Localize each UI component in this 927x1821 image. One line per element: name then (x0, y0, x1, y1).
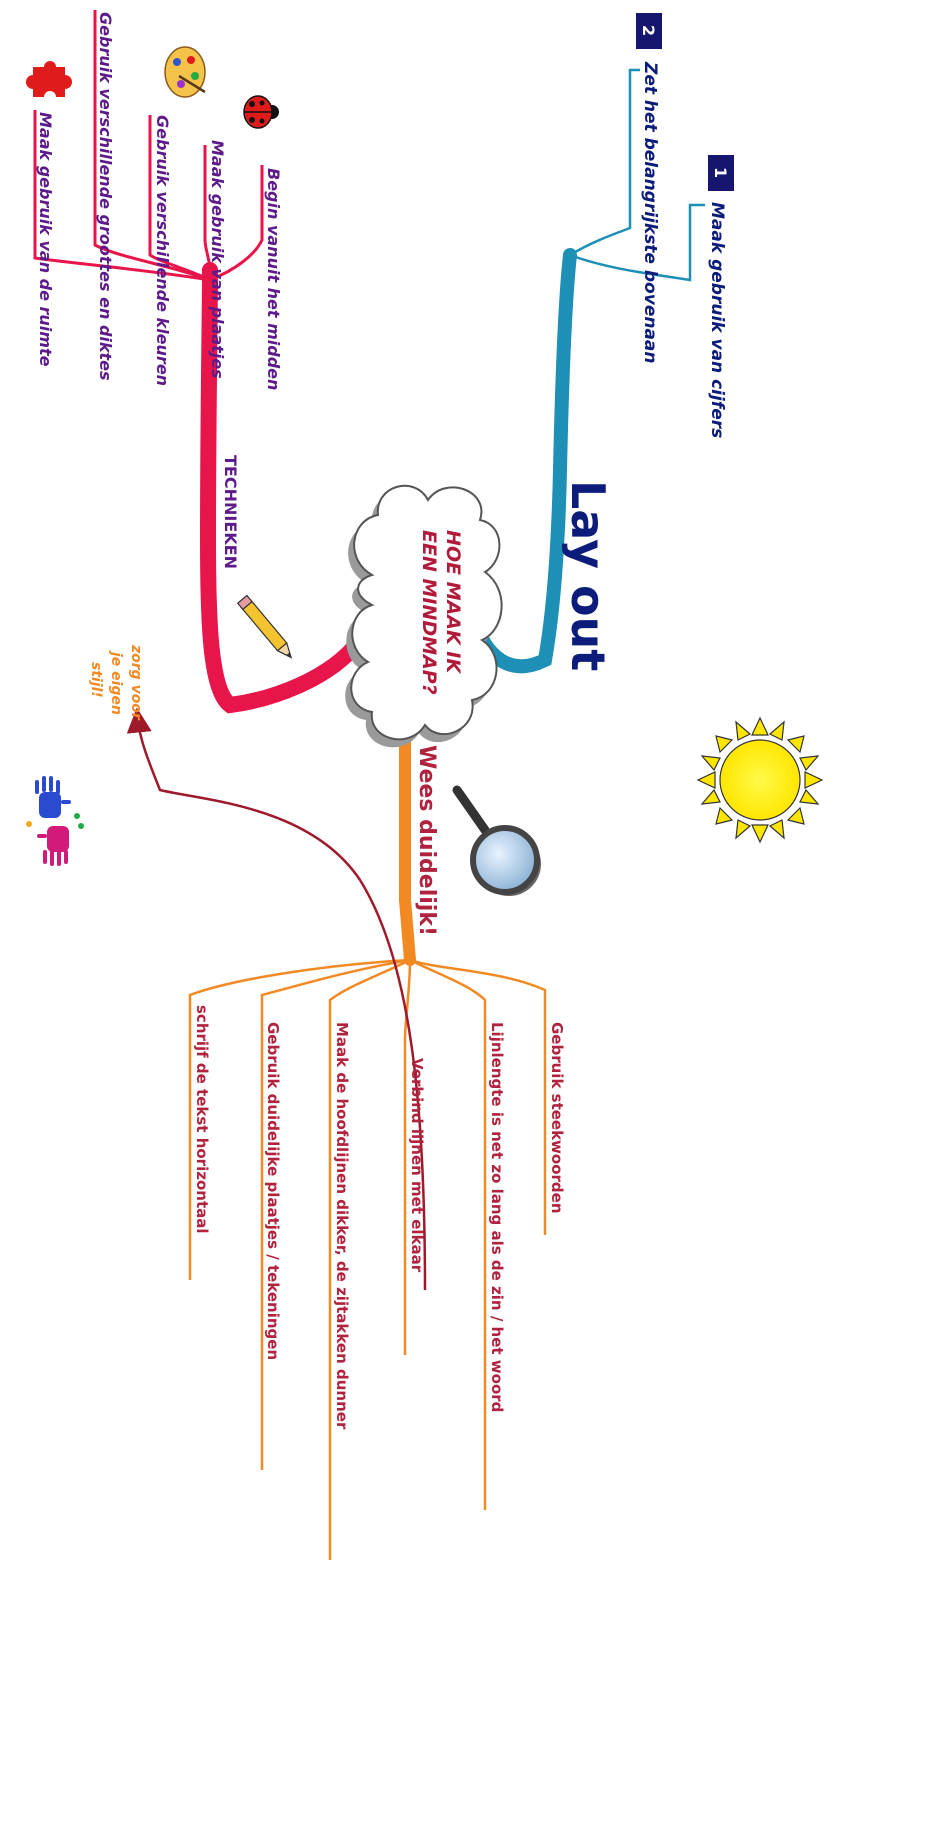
style-note-line2: je eigen (108, 652, 124, 715)
pencil-icon (238, 596, 296, 662)
technieken-item-5: Maak gebruik van de ruimte (36, 112, 55, 367)
duidelijk-item-2: Lijnlengte is net zo lang als de zin / het woord (488, 1022, 506, 1413)
layout-badge-1-number: 1 (711, 167, 730, 179)
technieken-item-4: Gebruik verschillende groottes en diktes (96, 12, 115, 381)
layout-item-2: Zet het belangrijkste bovenaan (640, 62, 660, 364)
technieken-branch-title: TECHNIEKEN (221, 455, 240, 569)
duidelijk-item-5: Gebruik duidelijke plaatjes / tekeningen (264, 1022, 282, 1361)
puzzle-icon (26, 61, 72, 103)
style-note-line3: stijl! (88, 662, 104, 698)
layout-badge-2-number: 2 (639, 25, 658, 37)
central-cloud (345, 486, 501, 747)
technieken-item-3: Gebruik verschillende kleuren (153, 115, 172, 387)
style-note-line1: zorg voor (128, 645, 144, 720)
sun-icon (698, 718, 822, 842)
technieken-item-2: Maak gebruik van plaatjes (208, 140, 227, 379)
central-title-line2: EEN MINDMAP? (418, 530, 440, 695)
duidelijk-item-1: Gebruik steekwoorden (548, 1022, 566, 1214)
duidelijk-branch-title: Wees duidelijk! (414, 745, 439, 936)
central-title-line1: HOE MAAK IK (442, 530, 464, 674)
layout-branch-title: Lay out (561, 480, 615, 672)
layout-badge-1 (708, 155, 734, 191)
magnifier-icon (457, 790, 541, 896)
duidelijk-item-4: Maak de hoofdlijnen dikker, de zijtakken dunner (333, 1022, 351, 1430)
layout-sub-branch-2 (570, 70, 640, 255)
duidelijk-main-branch (405, 735, 410, 960)
duidelijk-item-3: Verbind lijnen met elkaar (408, 1058, 426, 1273)
duidelijk-item-6: schrijf de tekst horizontaal (193, 1005, 211, 1234)
ladybug-icon (244, 96, 279, 128)
layout-badge-2 (636, 13, 662, 49)
technieken-item-1: Begin vanuit het midden (264, 168, 283, 391)
layout-item-1: Maak gebruik van cijfers (707, 202, 727, 439)
handprints-icon (26, 776, 84, 866)
layout-sub-branch-1 (570, 205, 705, 280)
palette-icon (165, 47, 205, 97)
